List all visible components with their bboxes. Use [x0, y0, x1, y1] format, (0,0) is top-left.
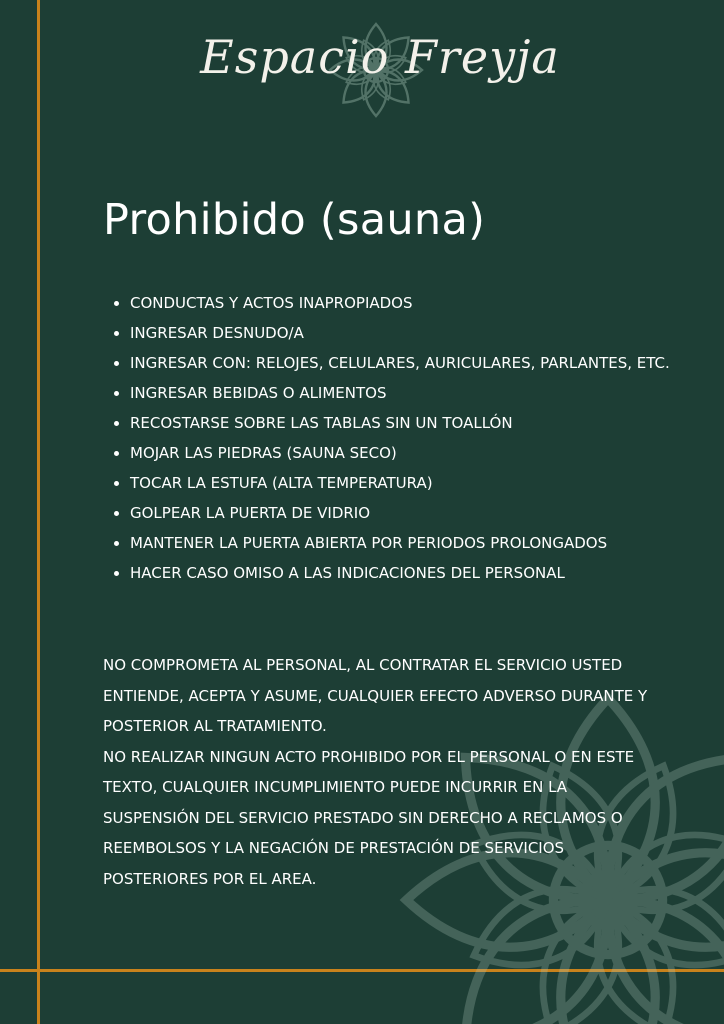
- list-item: TOCAR LA ESTUFA (ALTA TEMPERATURA): [130, 468, 690, 498]
- list-item: INGRESAR BEBIDAS O ALIMENTOS: [130, 378, 690, 408]
- brand-logo: Espacio Freyja: [200, 30, 560, 84]
- list-item: CONDUCTAS Y ACTOS INAPROPIADOS: [130, 288, 690, 318]
- list-item: GOLPEAR LA PUERTA DE VIDRIO: [130, 498, 690, 528]
- list-item: RECOSTARSE SOBRE LAS TABLAS SIN UN TOALLÓN: [130, 408, 690, 438]
- disclaimer: [103, 650, 663, 894]
- disclaimer-paragraph: NO REALIZAR NINGUN ACTO PROHIBIDO POR EL PERSONAL O EN ESTE TEXTO, CUALQUIER INCUMPLIMIENTO PUEDE INCURRIR EN LA SUSPENSIÓN DEL SERVICIO PRESTADO SIN DERECHO A RECLAMOS O REEMBOLSOS Y LA NEGACIÓN DE PRESTACIÓN DE SERVICIOS POSTERIORES POR EL AREA.: [103, 747, 635, 888]
- list-item: MANTENER LA PUERTA ABIERTA POR PERIODOS PROLONGADOS: [130, 528, 690, 558]
- list-item: INGRESAR DESNUDO/A: [130, 318, 690, 348]
- list-item: HACER CASO OMISO A LAS INDICACIONES DEL PERSONAL: [130, 558, 690, 588]
- gold-vertical-line: [37, 0, 40, 1024]
- page-title: Prohibido (sauna): [103, 195, 486, 245]
- disclaimer-paragraph: NO COMPROMETA AL PERSONAL, AL CONTRATAR EL SERVICIO USTED ENTIENDE, ACEPTA Y ASUME, CUALQUIER EFECTO ADVERSO DURANTE Y POSTERIOR AL TRATAMIENTO.: [103, 656, 648, 735]
- prohibited-list: [108, 288, 690, 588]
- list-item: MOJAR LAS PIEDRAS (SAUNA SECO): [130, 438, 690, 468]
- list-item: INGRESAR CON: RELOJES, CELULARES, AURICULARES, PARLANTES, ETC.: [130, 348, 690, 378]
